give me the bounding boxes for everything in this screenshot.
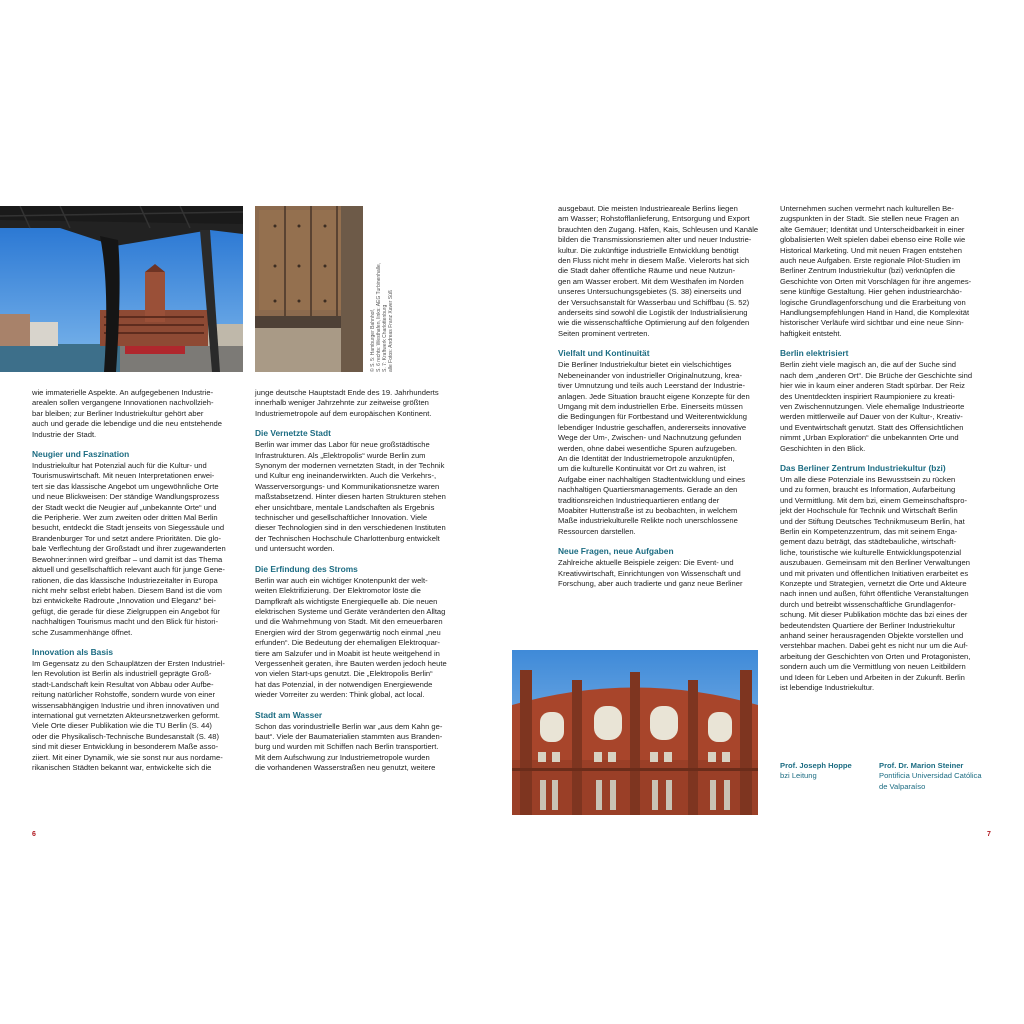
- paragraph: wie immaterielle Aspekte. An aufgegebenen Industrie- arealen sollen vergangene Innovationen nachvollzieh- bar bleiben; zur Berliner Industriekultur gehört aber auch und gerade die lebendige und die neu entstehende Industrie der Stadt.: [32, 388, 223, 439]
- page-number-left: 6: [32, 831, 36, 838]
- author-role: bzi Leitung: [780, 771, 817, 781]
- text-column-3: [558, 204, 772, 589]
- paragraph: Im Gegensatz zu den Schauplätzen der Ersten Industriel- len Revolution ist Berlin als industriell geprägte Groß- stadt-Landschaft kein Resultat von Abbau oder Aufbe- reitung natürlicher Rohstoffe, sondern wurde von einer wissensabhängigen Industrie und ihren innovativen und international gut vernetzten Akteursnetzwerken geformt. Viele Orte dieser Publikation wie die TU Berlin (S. 44) oder die Physikalisch-Technische Bundesanstalt (S. 48) sind mit dieser Entwicklung in besonderem Maße asso- ziiert. Mit einer Dynamik, wie sie sonst nur aus nordame- rikanischen Städten bekannt war, entwickelte sich die: [32, 658, 225, 772]
- section-heading: Die Vernetzte Stadt: [255, 428, 331, 439]
- text-column-4: [780, 204, 994, 693]
- paragraph: Die Berliner Industriekultur bietet ein vielschichtiges Nebeneinander von industrieller Originalnutzung, krea- tiver Umnutzung und teils auch Leerstand der Industrie- anlagen. Jede Situation braucht eigene Konzepte für den Umgang mit dem industriellen Erbe. Einerseits müssen die Bedingungen für Fortbestand und Weiterentwicklung lebendiger Industrie geschaffen, andererseits innovative Wege der Um-, Zwischen- und Nachnutzung gefunden werden, ohne dabei wesentliche Spuren aufzugeben. An die Identität der Industriemetropole anzuknüpfen, um die kulturelle Kontinuität vor Ort zu wahren, ist Aufgabe einer nachhaltigen Stadtentwicklung und eines nachhaltigen Quartiersmanagements. Gerade an den traditionsreichen Industriequartieren entlang der Moabiter Huttenstraße ist zu beobachten, in welchem Maße industriekulturelle Relikte noch unerschlossene Ressourcen darstellen.: [558, 360, 750, 536]
- section-heading: Das Berliner Zentrum Industriekultur (bzi): [780, 462, 946, 473]
- paragraph: Unternehmen suchen vermehrt nach kulturellen Be- zugspunkten in der Stadt. Sie stellen neue Fragen an alte Gemäuer; Identität und Unterscheidbarkeit in einer globalisierten Welt spielen dabei ebenso eine Rolle wie Historical Marketing. Und mit neuen Fragen entstehen auch neue Aufgaben. Erste regionale Pilot-Studien im Berliner Zentrum Industriekultur (bzi) verknüpfen die Geschichte von Orten mit Vorschlägen für ihre angemes- sene künftige Gestaltung. Hier gehen industriearchäo- logische Grundlagenforschung und die Erarbeitung von Handlungsempfehlungen Hand in Hand, die Komplexität historischer Verläufe wird sichtbar und eine neue Sinn- haftigkeit entsteht.: [780, 204, 972, 338]
- author-name: Prof. Dr. Marion Steiner: [879, 761, 964, 770]
- section-heading: Neugier und Faszination: [32, 449, 130, 460]
- photo-credit: © S. 5: Hamburger Bahnhof, S. 6 rechts: Westhafen, links: AEG Turbinenhalle, S. 7: Kraftwerk Charlottenburg alle Fotos: Andreas Franz Xaver Süß: [370, 262, 394, 372]
- author-1: [780, 761, 875, 782]
- photo-westhafen: [0, 206, 243, 372]
- paragraph: ausgebaut. Die meisten Industrieareale Berlins liegen am Wasser; Rohstofflanlieferung, Entsorgung und Export brauchten den Zugang. Häfen, Kais, Schleusen und Kanäle bilden die Transmissionsriemen alter und neuer Industrie- kultur. Die zukünftige industrielle Entwicklung benötigt den Fluss nicht mehr in diesem Maße. Vielerorts hat sich die Stadt daher öffentliche Räume und neue Nutzun- gen am Wasser erobert. Mit dem Westhafen im Norden unseres Untersuchungsgebietes (S. 38) einerseits und der Versuchsanstalt für Wasserbau und Schiffbau (S. 52) anderseits sind sowohl die Logistik der Industrialisierung wie die wissenschaftliche Optimierung auf den folgenden Seiten prominent vertreten.: [558, 204, 759, 338]
- paragraph: Um alle diese Potenziale ins Bewusstsein zu rücken und zu formen, braucht es Information, Aufarbeitung und Vermittlung. Mit dem bzi, einem Gemeinschaftspro- jekt der Hochschule für Technik und Wirtschaft Berlin und der Stiftung Deutsches Technikmuseum Berlin, hat Berlin ein Kompetenzzentrum, das mit seinem Enga- gement dazu beträgt, das städtebauliche, wirtschaft- liche, touristische wie kulturelle Entwicklungspotenzial auszubauen. Gemeinsam mit den Berliner Verwaltungen und mit privaten und öffentlichen Initiativen erarbeitet es Konzepte und Strategien, vernetzt die Orte und Akteure nach innen und außen, führt öffentliche Veranstaltungen durch und betreibt wissenschaftliche Grundlagenfor- schung. Mit dieser Publikation möchte das bzi eines der bedeutendsten Quartiere der Berliner Industriekultur anhand seiner herausragenden Objekte vorstellen und verstehbar machen. Dabei geht es nicht nur um die Auf- arbeitung der Geschichten von Orten und Protagonisten, sondern auch um die Vermittlung von neuen Leitbildern und Ideen für Leben und Arbeiten in der Zukunft. Berlin ist lebendige Industriekultur.: [780, 474, 971, 693]
- paragraph: Schon das vorindustrielle Berlin war „aus dem Kahn ge- baut“. Viele der Baumaterialien stammten aus Branden- burg und wurden mit Schiffen nach Berlin transportiert. Mit dem Aufschwung zur Industriemetropole wurden die vorhandenen Wasserstraßen neu genutzt, weitere: [255, 721, 443, 773]
- author-role: Pontificia Universidad Católica de Valparaíso: [879, 771, 982, 791]
- text-column-1: [32, 388, 246, 773]
- photo-aeg-turbinenhalle: [255, 206, 363, 372]
- section-heading: Neue Fragen, neue Aufgaben: [558, 546, 674, 557]
- paragraph: Zahlreiche aktuelle Beispiele zeigen: Die Event- und Kreativwirtschaft, Einrichtungen von Wissenschaft und Forschung, aber auch tradierte und ganz neue Berliner: [558, 558, 743, 588]
- paragraph: Berlin war immer das Labor für neue großstädtische Infrastrukturen. Als „Elektropolis“ wurde Berlin zum Synonym der modernen vernetzten Stadt, in der Technik und Kultur eng ineinanderwirkten. Auch die Verkehrs-, Wasserversorgungs- und Kommunikationsnetze waren maßstabsetzend. Hinter diesen harten Strukturen stehen eher unsichtbare, mentale Landschaften als Ergebnis technischer und gesellschaftlicher Innovation. Viele dieser Technologien sind in den verschiedenen Instituten der Technischen Hochschule Charlottenburg entwickelt und untersucht worden.: [255, 440, 446, 554]
- section-heading: Die Erfindung des Stroms: [255, 563, 358, 574]
- paragraph: junge deutsche Hauptstadt Ende des 19. Jahrhunderts innerhalb weniger Jahrzehnte zur zeitweise größten Industriemetropole auf dem europäischen Kontinent.: [255, 388, 439, 418]
- section-heading: Stadt am Wasser: [255, 709, 323, 720]
- section-heading: Vielfalt und Kontinuität: [558, 348, 650, 359]
- page-number-right: 7: [987, 831, 991, 838]
- text-column-2: [255, 388, 469, 774]
- paragraph: Berlin zieht viele magisch an, die auf der Suche sind nach dem „anderen Ort“. Die Brüche der Geschichte sind hier wie in kaum einer anderen Stadt spürbar. Der Reiz des Unentdeckten inspiriert Raumpioniere zu kreati- ven Zwischennutzungen. Viele ehemalige Industrieorte werden mittlerweile auf Dauer von der Kultur-, Kreativ- und Eventwirtschaft genutzt. Statt des Offensichtlichen nimmt „Urban Exploration“ die unbekannten Orte und Geschichten in den Blick.: [780, 360, 973, 453]
- section-heading: Innovation als Basis: [32, 646, 113, 657]
- author-2: [879, 761, 999, 792]
- author-name: Prof. Joseph Hoppe: [780, 761, 852, 770]
- paragraph: Industriekultur hat Potenzial auch für die Kultur- und Tourismuswirtschaft. Mit neuen Interpretationen erwei- tert sie das klassische Angebot um ungewöhnliche Orte und neue Blickweisen: Der ständige Wandlungsprozess der Stadt weckt die Neugier auf „unbekannte Orte“ und die Peripherie. Wer zum zweiten oder dritten Mal Berlin besucht, entdeckt die Stadt jenseits von Siegessäule und Brandenburger Tor und setzt andere Prioritäten. Die glo- bale Verflechtung der Großstadt und ihrer zugewanderten Bewohner:innen wird greifbar – und damit ist das Thema aktuell und gesellschaftlich relevant auch für junge Gene- rationen, die das klassische Industriezeitalter in Europa nicht mehr selbst erlebt haben. Diesem Band ist die vom bzi entwickelte Radroute „Innovation und Eleganz“ bei- gefügt, die gerade für diese Zielgruppen ein Angebot für nachhaltigen Tourismus macht und den Blick für histori- sche Zusammenhänge öffnet.: [32, 461, 226, 637]
- paragraph: Berlin war auch ein wichtiger Knotenpunkt der welt- weiten Elektrifizierung. Der Elektromotor löste die Dampfkraft als wichtigste Energiequelle ab. Die neuen elektrischen Systeme und Geräte veränderten den Alltag und die Wahrnehmung von Stadt. Mit den erneuerbaren Energien wird der Strom gegenwärtig noch einmal „neu erfunden“. Die Bedeutung der ehemaligen Elektroquar- tiere am Salzufer und in Moabit ist heute weitgehend in Vergessenheit geraten, ihre Bauten werden jedoch heute von vielen Start-ups genutzt. Die „Elektropolis Berlin“ hat das Potenzial, in der notwendigen Energiewende wieder Vorreiter zu werden: Think global, act local.: [255, 575, 447, 700]
- photo-kraftwerk-charlottenburg: [512, 650, 758, 815]
- section-heading: Berlin elektrisiert: [780, 348, 849, 359]
